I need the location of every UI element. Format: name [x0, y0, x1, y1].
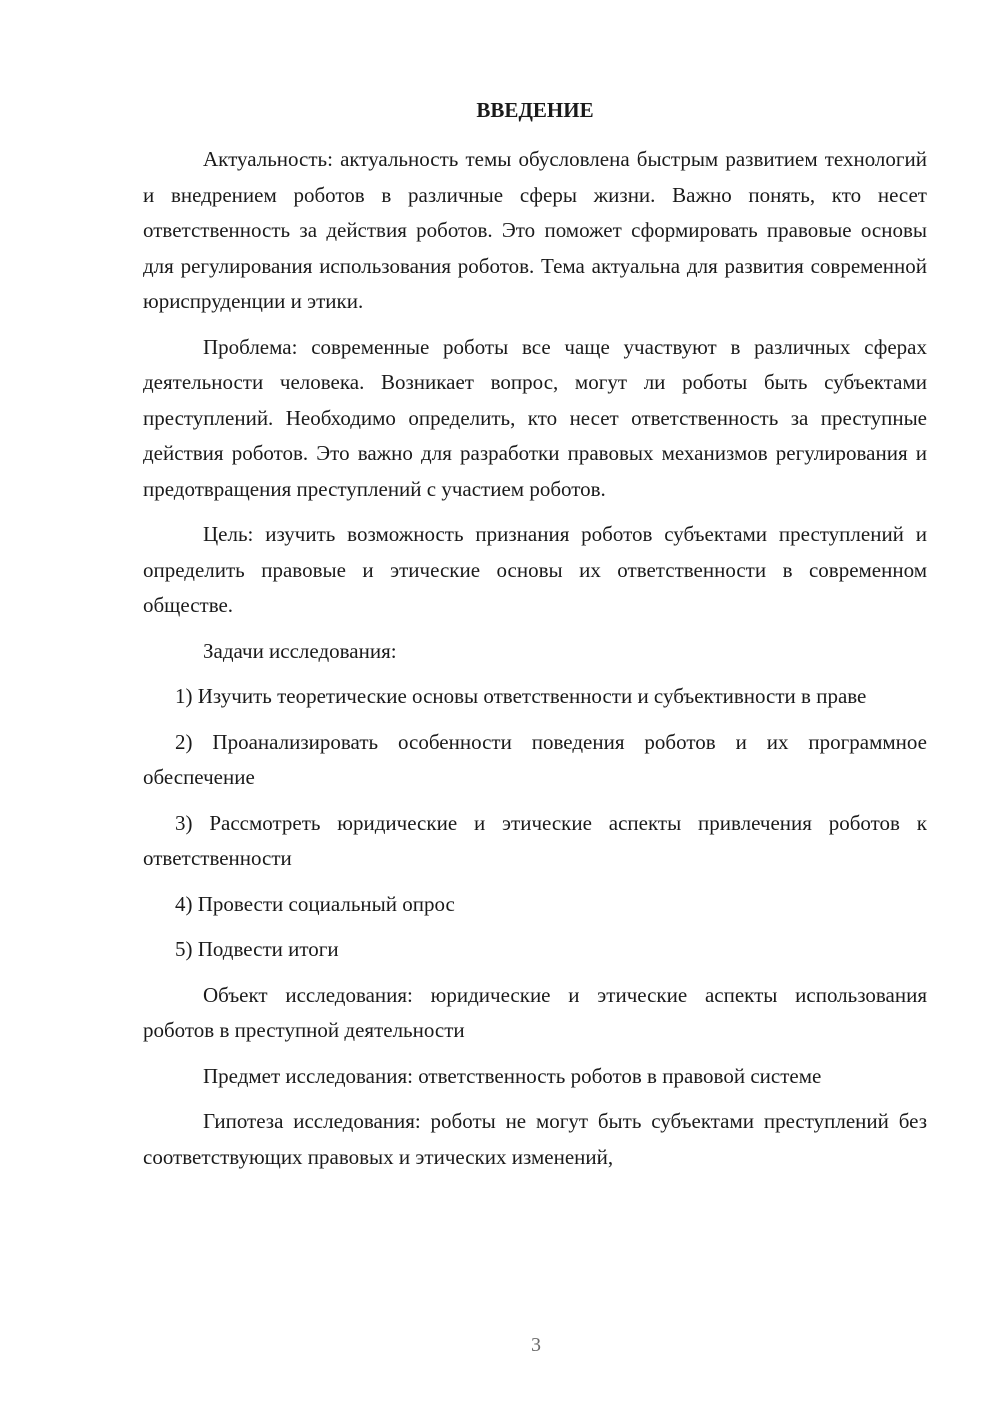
task-item-5: 5) Подвести итоги [175, 937, 339, 961]
paragraph-object: Объект исследования: юридические и этические аспекты использования роботов в преступной деятельности [143, 982, 927, 1042]
page-number: 3 [531, 1334, 541, 1356]
paragraph-tasks-intro: Задачи исследования: [203, 638, 397, 663]
paragraph-goal: Цель: изучить возможность признания роботов субъектами преступлений и определить правовые и этические основы их ответственности в современном обществе. [143, 522, 927, 617]
document-page [143, 95, 927, 1185]
paragraph-relevance: Актуальность: актуальность темы обусловлена быстрым развитием технологий и внедрением роботов в различные сферы жизни. Важно понять, кто несет ответственность за действия роботов. Это поможет сформировать правовые основы для регулирования использования роботов. Тема актуальна для развития современной юриспруденции и этики. [143, 147, 927, 313]
task-item-4: 4) Провести социальный опрос [175, 891, 455, 916]
paragraph-hypothesis: Гипотеза исследования: роботы не могут быть субъектами преступлений без соответствующих правовых и этических изменений, [143, 1109, 927, 1169]
paragraph-problem: Проблема: современные роботы все чаще участвуют в различных сферах деятельности человека. Возникает вопрос, могут ли роботы быть субъектами преступлений. Необходимо определить, кто несет ответственность за преступные действия роботов. Это важно для разработки правовых механизмов регулирования и предотвращения преступлений с участием роботов. [143, 334, 927, 501]
task-item-2: 2) Проанализировать особенности поведения роботов и их программное обеспечение [143, 729, 927, 789]
paragraph-subject: Предмет исследования: ответственность роботов в правовой системе [203, 1063, 822, 1088]
task-item-1: 1) Изучить теоретические основы ответственности и субъективности в праве [175, 684, 867, 708]
section-heading: ВВЕДЕНИЕ [476, 98, 594, 122]
task-item-3: 3) Рассмотреть юридические и этические аспекты привлечения роботов к ответственности [143, 810, 927, 870]
